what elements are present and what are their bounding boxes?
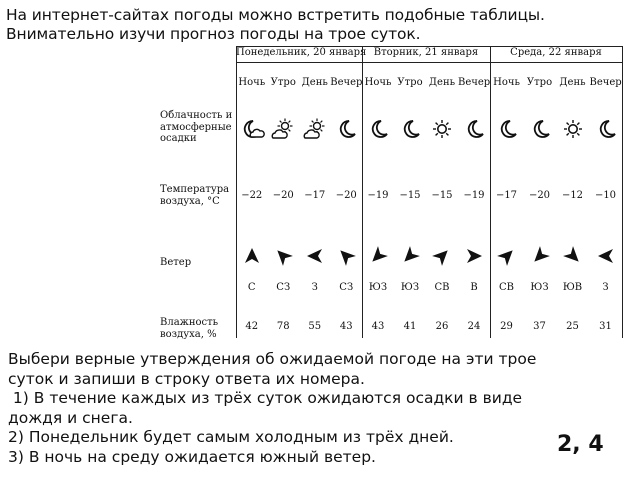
day-title: Понедельник, 20 января <box>236 47 367 58</box>
sun-icon <box>426 118 458 140</box>
wind-direction: ЮЗ <box>368 282 388 293</box>
question-line-1: Выбери верные утверждения об ожидаемой погоде на эти трое <box>8 350 537 368</box>
day-title-underline <box>362 62 490 63</box>
day-title-underline <box>236 62 362 63</box>
temperature-value: −20 <box>528 190 551 201</box>
temperature-value: −19 <box>463 190 485 201</box>
humidity-value: 55 <box>308 321 322 332</box>
period-label: Утро <box>526 77 553 88</box>
moon-icon <box>524 118 556 140</box>
day-title-underline <box>490 62 622 63</box>
day-title: Вторник, 21 января <box>373 47 479 58</box>
period-label: День <box>301 77 328 88</box>
sun-icon <box>557 118 589 140</box>
humidity-value: 41 <box>403 321 417 332</box>
period-label: День <box>559 77 586 88</box>
humidity-value: 43 <box>339 321 353 332</box>
day-title: Среда, 22 января <box>510 47 602 58</box>
period-label: Утро <box>397 77 423 88</box>
moon-icon <box>590 118 622 140</box>
wind-arrow-icon <box>362 246 394 268</box>
moon-icon <box>330 118 362 140</box>
humidity-value: 25 <box>566 321 579 332</box>
statement-2: 2) Понедельник будет самым холодным из трёх дней. <box>8 428 454 447</box>
moon-icon <box>458 118 490 140</box>
wind-arrow-icon <box>267 246 299 268</box>
wind-direction: ЮЗ <box>530 282 549 293</box>
moon-cloud-icon <box>236 118 268 140</box>
intro-text <box>6 6 636 44</box>
humidity-value: 43 <box>371 321 385 332</box>
period-label: Ночь <box>364 77 392 88</box>
row-label-humidity: Влажность воздуха, % <box>160 317 219 340</box>
sun-cloud-icon <box>299 118 331 140</box>
temperature-value: −17 <box>495 190 518 201</box>
sun-cloud-icon <box>267 118 299 140</box>
row-label-wind: Ветер <box>160 257 192 268</box>
statement-1b: дождя и снега. <box>8 408 133 427</box>
humidity-value: 24 <box>467 321 481 332</box>
wind-direction: СЗ <box>276 282 291 293</box>
wind-direction: СВ <box>434 282 450 293</box>
temperature-value: −12 <box>561 190 584 201</box>
humidity-value: 29 <box>500 321 513 332</box>
humidity-value: 31 <box>599 321 612 332</box>
wind-direction: СВ <box>499 282 514 293</box>
temperature-value: −19 <box>367 190 389 201</box>
period-label: Ночь <box>493 77 520 88</box>
day-divider <box>622 46 623 338</box>
temperature-value: −17 <box>304 190 326 201</box>
period-label: Вечер <box>589 77 622 88</box>
wind-arrow-icon <box>524 246 556 268</box>
wind-direction: ЮЗ <box>400 282 420 293</box>
period-label: Ночь <box>238 77 266 88</box>
weather-forecast-table <box>160 46 623 338</box>
period-label: Вечер <box>458 77 491 88</box>
row-label-temperature: Температура воздуха, °С <box>160 184 230 207</box>
wind-arrow-icon <box>590 246 622 268</box>
statement-1a: 1) В течение каждых из трёх суток ожидаются осадки в виде <box>8 389 523 408</box>
period-label: Вечер <box>330 77 363 88</box>
wind-direction: В <box>470 282 478 293</box>
moon-icon <box>394 118 426 140</box>
question-text <box>8 350 628 468</box>
wind-arrow-icon <box>394 246 426 268</box>
wind-direction: З <box>602 282 609 293</box>
intro-line-1: На интернет-сайтах погоды можно встретить подобные таблицы. <box>6 6 545 24</box>
question-line-2: суток и запиши в строку ответа их номера. <box>8 369 365 388</box>
temperature-value: −20 <box>272 190 294 201</box>
temperature-value: −15 <box>431 190 453 201</box>
temperature-value: −20 <box>335 190 357 201</box>
wind-direction: С <box>247 282 256 293</box>
wind-arrow-icon <box>299 246 331 268</box>
wind-direction: З <box>311 282 318 293</box>
temperature-value: −15 <box>399 190 421 201</box>
intro-line-2: Внимательно изучи прогноз погоды на трое суток. <box>6 25 421 43</box>
moon-icon <box>491 118 523 140</box>
wind-arrow-icon <box>491 246 523 268</box>
row-label-clouds: Облачность и атмосферные осадки <box>160 110 233 144</box>
answer-text: 2, 4 <box>557 432 604 457</box>
period-label: День <box>428 77 456 88</box>
humidity-value: 42 <box>245 321 259 332</box>
wind-arrow-icon <box>330 246 362 268</box>
moon-icon <box>362 118 394 140</box>
wind-direction: ЮВ <box>562 282 583 293</box>
humidity-value: 78 <box>276 321 290 332</box>
period-label: Утро <box>270 77 296 88</box>
humidity-value: 37 <box>533 321 546 332</box>
wind-arrow-icon <box>236 246 268 268</box>
wind-arrow-icon <box>458 246 490 268</box>
wind-direction: СЗ <box>339 282 354 293</box>
statement-3: 3) В ночь на среду ожидается южный ветер. <box>8 447 376 466</box>
temperature-value: −22 <box>241 190 263 201</box>
humidity-value: 26 <box>435 321 449 332</box>
wind-arrow-icon <box>557 246 589 268</box>
temperature-value: −10 <box>594 190 617 201</box>
wind-arrow-icon <box>426 246 458 268</box>
